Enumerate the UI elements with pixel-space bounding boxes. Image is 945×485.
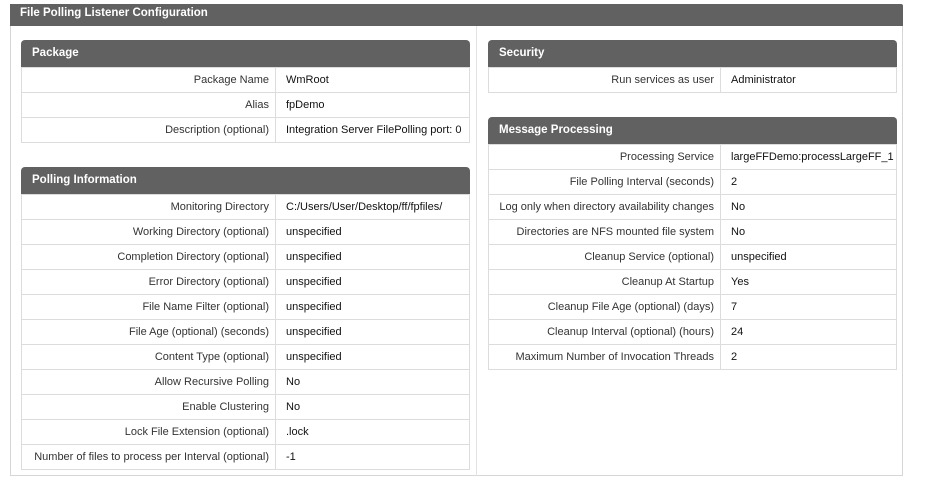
polling-panel: [21, 167, 470, 470]
table-row: [489, 295, 897, 320]
field-value: 7: [721, 295, 897, 320]
table-row: [489, 320, 897, 345]
field-label: Cleanup Interval (optional) (hours): [489, 320, 721, 345]
field-value: 2: [721, 170, 897, 195]
message-heading: Message Processing: [488, 117, 897, 144]
table-row: [489, 245, 897, 270]
field-label: Alias: [22, 93, 276, 118]
package-panel: [21, 40, 470, 143]
field-label: Cleanup At Startup: [489, 270, 721, 295]
field-value: unspecified: [276, 345, 470, 370]
field-label: Number of files to process per Interval (optional): [22, 445, 276, 470]
field-value: 2: [721, 345, 897, 370]
table-row: [22, 68, 470, 93]
security-table: [488, 67, 897, 93]
table-row: [489, 270, 897, 295]
table-row: [22, 345, 470, 370]
field-label: Cleanup Service (optional): [489, 245, 721, 270]
package-table: [21, 67, 470, 143]
polling-heading: Polling Information: [21, 167, 470, 194]
table-row: [22, 420, 470, 445]
field-value: fpDemo: [276, 93, 470, 118]
field-label: Processing Service: [489, 145, 721, 170]
table-row: [489, 195, 897, 220]
field-label: File Polling Interval (seconds): [489, 170, 721, 195]
field-label: Directories are NFS mounted file system: [489, 220, 721, 245]
table-row: [22, 118, 470, 143]
table-row: [489, 170, 897, 195]
field-label: Working Directory (optional): [22, 220, 276, 245]
table-row: [489, 145, 897, 170]
table-row: [22, 195, 470, 220]
field-value: largeFFDemo:processLargeFF_1: [721, 145, 897, 170]
field-value: Integration Server FilePolling port: 0: [276, 118, 470, 143]
field-value: Administrator: [721, 68, 897, 93]
table-row: [22, 445, 470, 470]
security-heading: Security: [488, 40, 897, 67]
table-row: [22, 320, 470, 345]
field-value: unspecified: [276, 320, 470, 345]
field-value: 24: [721, 320, 897, 345]
field-label: Log only when directory availability changes: [489, 195, 721, 220]
field-label: Error Directory (optional): [22, 270, 276, 295]
field-value: .lock: [276, 420, 470, 445]
field-label: Run services as user: [489, 68, 721, 93]
package-heading: Package: [21, 40, 470, 67]
field-value: No: [721, 195, 897, 220]
field-label: Package Name: [22, 68, 276, 93]
field-value: unspecified: [276, 295, 470, 320]
field-value: unspecified: [276, 270, 470, 295]
table-row: [489, 68, 897, 93]
table-row: [22, 370, 470, 395]
table-row: [22, 270, 470, 295]
field-value: unspecified: [721, 245, 897, 270]
field-value: unspecified: [276, 220, 470, 245]
polling-table: [21, 194, 470, 470]
field-label: Monitoring Directory: [22, 195, 276, 220]
field-value: No: [276, 370, 470, 395]
field-value: No: [276, 395, 470, 420]
message-panel: [488, 117, 897, 370]
table-row: [22, 395, 470, 420]
field-label: Completion Directory (optional): [22, 245, 276, 270]
field-label: Description (optional): [22, 118, 276, 143]
field-label: File Age (optional) (seconds): [22, 320, 276, 345]
field-value: Yes: [721, 270, 897, 295]
field-value: -1: [276, 445, 470, 470]
table-row: [22, 93, 470, 118]
field-label: Content Type (optional): [22, 345, 276, 370]
table-row: [489, 345, 897, 370]
field-value: unspecified: [276, 245, 470, 270]
table-row: [22, 245, 470, 270]
table-row: [22, 295, 470, 320]
field-label: Lock File Extension (optional): [22, 420, 276, 445]
page-title: File Polling Listener Configuration: [10, 4, 903, 26]
field-value: No: [721, 220, 897, 245]
field-label: Allow Recursive Polling: [22, 370, 276, 395]
security-panel: [488, 40, 897, 93]
field-value: C:/Users/User/Desktop/ff/fpfiles/: [276, 195, 470, 220]
field-value: WmRoot: [276, 68, 470, 93]
table-row: [22, 220, 470, 245]
field-label: Enable Clustering: [22, 395, 276, 420]
field-label: File Name Filter (optional): [22, 295, 276, 320]
column-divider: [476, 26, 477, 476]
field-label: Maximum Number of Invocation Threads: [489, 345, 721, 370]
table-row: [489, 220, 897, 245]
field-label: Cleanup File Age (optional) (days): [489, 295, 721, 320]
message-table: [488, 144, 897, 370]
